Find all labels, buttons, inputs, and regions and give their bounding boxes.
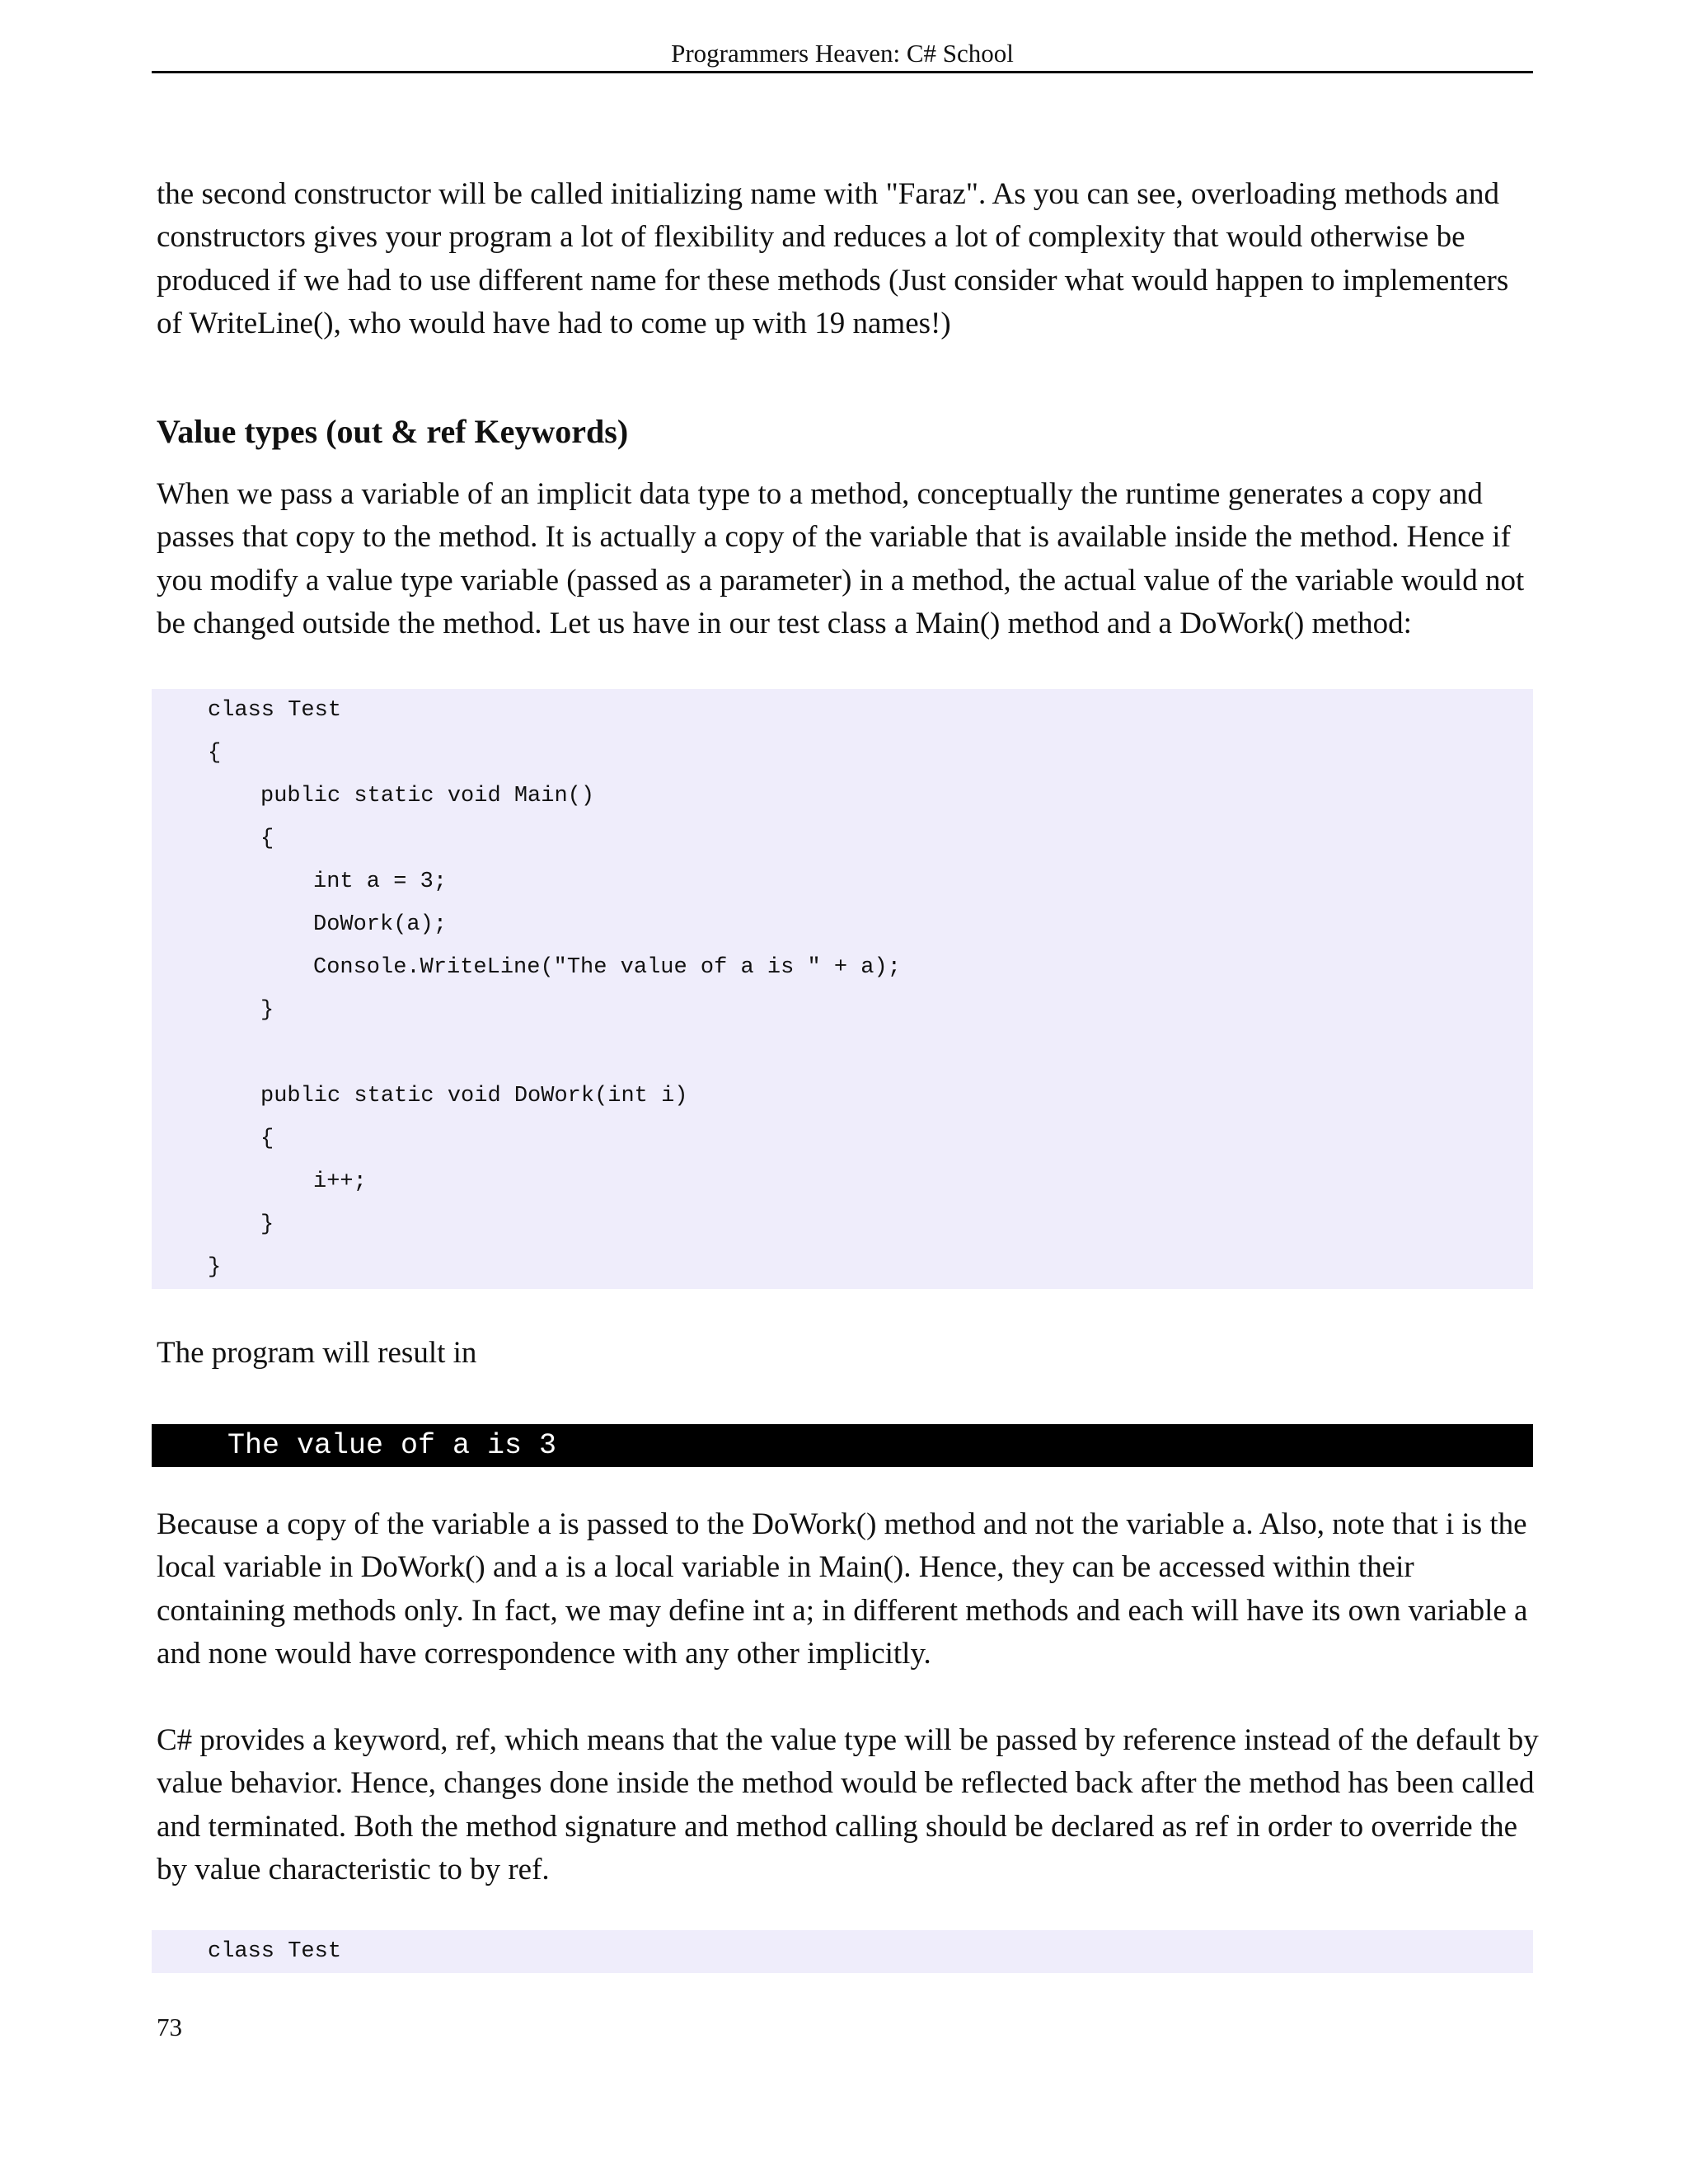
paragraph-result-intro: The program will result in (157, 1336, 477, 1370)
paragraph-ref-keyword: C# provides a keyword, ref, which means that the value type will be passed by reference instead of the default by value behavior. Hence, changes done inside the method would be reflected back after the method has been called and terminated. Both the method signature and method calling should be declared as ref in order to override the by value characteristic to by ref. (157, 1723, 1539, 1887)
code-line: DoWork(a); (313, 912, 448, 937)
code-line: { (260, 827, 274, 851)
paragraph-copy-explanation: Because a copy of the variable a is passed to the DoWork() method and not the variable a. Also, note that i is the local variable in DoWork() and a is a local variable in Main(). Hence, they can be accessed within their containing methods only. In fact, we may define int a; in different methods and each will have its own variable a and none would have correspondence with any other implicitly. (157, 1507, 1528, 1671)
code-line: { (208, 741, 222, 766)
page-header: Programmers Heaven: C# School (152, 36, 1533, 73)
code-line: public static void DoWork(int i) (260, 1084, 688, 1108)
code-line: { (260, 1127, 274, 1151)
code-line: Console.WriteLine("The value of a is " + a); (313, 955, 901, 980)
code-block-ref-example (152, 1930, 1533, 1973)
code-line: } (260, 998, 274, 1023)
code-line: int a = 3; (313, 869, 448, 894)
paragraph-overloading-summary: the second constructor will be called initializing name with "Faraz". As you can see, overloading methods and constructors gives your program a lot of flexibility and reduces a lot of complexity that would otherwise be produced if we had to use different name for these methods (Just consider what would happen to implementers of WriteLine(), who would have had to come up with 19 names!) (157, 177, 1509, 341)
code-line: public static void Main() (260, 784, 595, 808)
code-line: class Test (208, 698, 342, 723)
section-heading: Value types (out & ref Keywords) (157, 413, 629, 450)
paragraph-value-types: When we pass a variable of an implicit data type to a method, conceptually the runtime generates a copy and passes that copy to the method. It is actually a copy of the variable that is available inside the method. Hence if you modify a value type variable (passed as a parameter) in a method, the actual value of the variable would not be changed outside the method. Let us have in our test class a Main() method and a DoWork() method: (157, 477, 1525, 641)
code-line: } (260, 1212, 274, 1237)
code-line: class Test (208, 1939, 342, 1964)
code-line: i++; (313, 1169, 367, 1194)
console-output-text: The value of a is 3 (227, 1429, 557, 1462)
page-number: 73 (157, 2013, 182, 2041)
code-block-value-example (152, 689, 1533, 1289)
console-output (152, 1424, 1533, 1467)
code-line: } (208, 1255, 222, 1280)
